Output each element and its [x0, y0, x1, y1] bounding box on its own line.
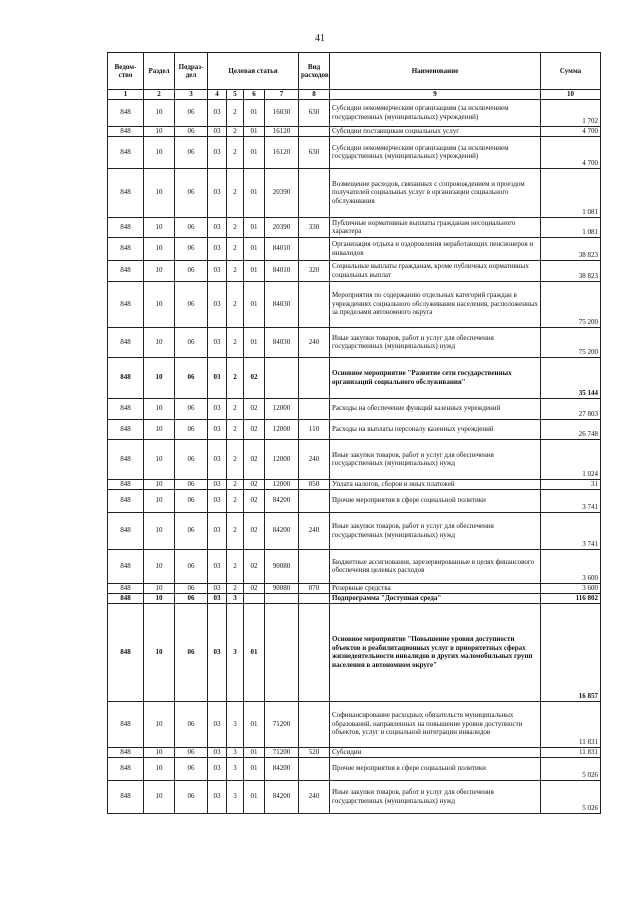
cell-subprogram: 2 [227, 327, 244, 357]
header-sum: Сумма [541, 53, 601, 90]
cell-subprogram: 2 [227, 281, 244, 327]
cell-program: 03 [208, 126, 227, 136]
cell-event: 01 [244, 99, 265, 126]
cell-direction: 84030 [265, 327, 299, 357]
cell-name: Организация отдыха и оздоровления неработающих пенсионеров и инвалидов [330, 237, 541, 260]
cell-direction: 12000 [265, 439, 299, 479]
col-num: 7 [265, 90, 299, 100]
cell-program: 03 [208, 701, 227, 747]
col-num: 3 [175, 90, 208, 100]
cell-podrazdel: 06 [175, 439, 208, 479]
cell-sum: 3 600 [541, 549, 601, 583]
cell-event: 01 [244, 780, 265, 813]
cell-name: Иные закупки товаров, работ и услуг для обеспечения государственных (муниципальных) нужд [330, 512, 541, 549]
cell-vedomstvo: 848 [108, 217, 144, 237]
cell-vedomstvo: 848 [108, 489, 144, 512]
cell-program: 03 [208, 398, 227, 419]
cell-event: 02 [244, 419, 265, 439]
cell-expense-type [299, 603, 330, 701]
cell-razdel: 10 [144, 780, 175, 813]
cell-vedomstvo: 848 [108, 327, 144, 357]
table-row [108, 489, 601, 512]
cell-subprogram: 2 [227, 168, 244, 217]
cell-event: 02 [244, 549, 265, 583]
cell-direction: 12000 [265, 479, 299, 489]
cell-event: 02 [244, 357, 265, 398]
cell-expense-type: 630 [299, 136, 330, 168]
cell-subprogram: 3 [227, 780, 244, 813]
cell-razdel: 10 [144, 327, 175, 357]
cell-sum: 1 081 [541, 168, 601, 217]
cell-expense-type: 630 [299, 99, 330, 126]
cell-sum: 5 026 [541, 780, 601, 813]
cell-name: Иные закупки товаров, работ и услуг для обеспечения государственных (муниципальных) нужд [330, 439, 541, 479]
cell-expense-type: 240 [299, 439, 330, 479]
cell-razdel: 10 [144, 512, 175, 549]
cell-sum: 75 200 [541, 281, 601, 327]
cell-name: Субсидии некоммерческим организациям (за исключением государственных (муниципальных) учреждений) [330, 136, 541, 168]
cell-expense-type: 330 [299, 217, 330, 237]
table-row [108, 512, 601, 549]
budget-table [107, 52, 601, 814]
cell-event: 02 [244, 398, 265, 419]
cell-razdel: 10 [144, 757, 175, 780]
cell-podrazdel: 06 [175, 217, 208, 237]
cell-razdel: 10 [144, 593, 175, 603]
cell-name: Софинансирование расходных обязательств муниципальных образований, направленных на повышение уровня доступности объектов, услуг и социальной интеграции инвалидов [330, 701, 541, 747]
header-target-article: Целевая статья [208, 53, 299, 90]
cell-vedomstvo: 848 [108, 747, 144, 757]
cell-vedomstvo: 848 [108, 583, 144, 593]
cell-program: 03 [208, 747, 227, 757]
table-row [108, 701, 601, 747]
cell-razdel: 10 [144, 489, 175, 512]
cell-name: Субсидии поставщикам социальных услуг [330, 126, 541, 136]
cell-sum: 35 144 [541, 357, 601, 398]
cell-direction: 16120 [265, 136, 299, 168]
cell-direction [265, 357, 299, 398]
cell-sum: 31 [541, 479, 601, 489]
cell-direction: 16030 [265, 99, 299, 126]
header-name: Наименование [330, 53, 541, 90]
cell-podrazdel: 06 [175, 757, 208, 780]
header-podrazdel: Подраз-дел [175, 53, 208, 90]
cell-sum: 5 026 [541, 757, 601, 780]
cell-expense-type [299, 398, 330, 419]
cell-vedomstvo: 848 [108, 237, 144, 260]
cell-direction: 20390 [265, 217, 299, 237]
cell-expense-type: 320 [299, 260, 330, 281]
cell-subprogram: 2 [227, 512, 244, 549]
cell-event: 01 [244, 701, 265, 747]
cell-sum: 3 741 [541, 512, 601, 549]
cell-razdel: 10 [144, 549, 175, 583]
cell-vedomstvo: 848 [108, 398, 144, 419]
cell-vedomstvo: 848 [108, 419, 144, 439]
cell-name: Подпрограмма "Доступная среда" [330, 593, 541, 603]
cell-event: 01 [244, 327, 265, 357]
cell-name: Иные закупки товаров, работ и услуг для обеспечения государственных (муниципальных) нужд [330, 327, 541, 357]
cell-name: Основное мероприятие "Повышение уровня доступности объектов и реабилитационных услуг в приоритетных сферах жизнедеятельности инвалидов и других маломобильных групп населения в автономном округе" [330, 603, 541, 701]
cell-sum: 3 600 [541, 583, 601, 593]
cell-expense-type [299, 168, 330, 217]
cell-sum: 11 831 [541, 701, 601, 747]
col-num: 1 [108, 90, 144, 100]
cell-subprogram: 3 [227, 593, 244, 603]
cell-podrazdel: 06 [175, 780, 208, 813]
cell-podrazdel: 06 [175, 281, 208, 327]
cell-direction: 90080 [265, 583, 299, 593]
cell-name: Субсидии некоммерческим организациям (за исключением государственных (муниципальных) учреждений) [330, 99, 541, 126]
cell-direction: 84030 [265, 281, 299, 327]
col-num: 4 [208, 90, 227, 100]
table-row [108, 479, 601, 489]
cell-subprogram: 3 [227, 757, 244, 780]
cell-program: 03 [208, 512, 227, 549]
cell-razdel: 10 [144, 479, 175, 489]
cell-name: Прочие мероприятия в сфере социальной политики [330, 757, 541, 780]
cell-name: Расходы на обеспечение функций казенных учреждений [330, 398, 541, 419]
cell-direction: 84200 [265, 489, 299, 512]
cell-program: 03 [208, 549, 227, 583]
cell-vedomstvo: 848 [108, 757, 144, 780]
cell-expense-type [299, 549, 330, 583]
cell-program: 03 [208, 217, 227, 237]
cell-direction: 84200 [265, 512, 299, 549]
cell-name: Прочие мероприятия в сфере социальной политики [330, 489, 541, 512]
cell-razdel: 10 [144, 398, 175, 419]
cell-expense-type [299, 593, 330, 603]
cell-event: 01 [244, 757, 265, 780]
cell-program: 03 [208, 439, 227, 479]
cell-subprogram: 2 [227, 479, 244, 489]
cell-event: 02 [244, 512, 265, 549]
table-row [108, 260, 601, 281]
table-row [108, 593, 601, 603]
cell-subprogram: 2 [227, 398, 244, 419]
cell-program: 03 [208, 136, 227, 168]
cell-expense-type [299, 357, 330, 398]
cell-sum: 4 700 [541, 136, 601, 168]
cell-program: 03 [208, 260, 227, 281]
cell-podrazdel: 06 [175, 549, 208, 583]
cell-subprogram: 2 [227, 126, 244, 136]
col-num: 9 [330, 90, 541, 100]
cell-direction: 12000 [265, 398, 299, 419]
cell-razdel: 10 [144, 747, 175, 757]
table-row [108, 217, 601, 237]
cell-sum: 38 823 [541, 237, 601, 260]
cell-vedomstvo: 848 [108, 357, 144, 398]
cell-direction: 90080 [265, 549, 299, 583]
cell-razdel: 10 [144, 217, 175, 237]
col-num: 8 [299, 90, 330, 100]
cell-event: 01 [244, 260, 265, 281]
cell-program: 03 [208, 603, 227, 701]
cell-subprogram: 2 [227, 99, 244, 126]
cell-direction: 84010 [265, 237, 299, 260]
cell-subprogram: 3 [227, 603, 244, 701]
cell-podrazdel: 06 [175, 237, 208, 260]
cell-podrazdel: 06 [175, 357, 208, 398]
cell-vedomstvo: 848 [108, 780, 144, 813]
cell-direction: 84200 [265, 757, 299, 780]
table-row [108, 603, 601, 701]
cell-expense-type [299, 237, 330, 260]
cell-vedomstvo: 848 [108, 281, 144, 327]
cell-program: 03 [208, 489, 227, 512]
cell-program: 03 [208, 99, 227, 126]
cell-vedomstvo: 848 [108, 603, 144, 701]
col-num: 5 [227, 90, 244, 100]
cell-podrazdel: 06 [175, 99, 208, 126]
cell-podrazdel: 06 [175, 136, 208, 168]
cell-event: 01 [244, 281, 265, 327]
cell-vedomstvo: 848 [108, 549, 144, 583]
cell-podrazdel: 06 [175, 126, 208, 136]
cell-program: 03 [208, 780, 227, 813]
table-row [108, 439, 601, 479]
cell-sum: 11 831 [541, 747, 601, 757]
cell-subprogram: 3 [227, 747, 244, 757]
table-row [108, 757, 601, 780]
cell-subprogram: 2 [227, 583, 244, 593]
table-row [108, 583, 601, 593]
cell-podrazdel: 06 [175, 489, 208, 512]
cell-program: 03 [208, 327, 227, 357]
cell-direction: 71200 [265, 747, 299, 757]
cell-program: 03 [208, 583, 227, 593]
cell-expense-type [299, 126, 330, 136]
cell-sum: 75 200 [541, 327, 601, 357]
cell-direction [265, 593, 299, 603]
table-row [108, 136, 601, 168]
cell-name: Основное мероприятие "Развитие сети государственных организаций социального обслуживания" [330, 357, 541, 398]
cell-event: 01 [244, 237, 265, 260]
cell-name: Бюджетные ассигнования, зарезервированные в целях финансового обеспечения целевых расходов [330, 549, 541, 583]
cell-program: 03 [208, 757, 227, 780]
cell-expense-type: 850 [299, 479, 330, 489]
cell-razdel: 10 [144, 701, 175, 747]
cell-sum: 3 741 [541, 489, 601, 512]
table-body [108, 99, 601, 813]
cell-expense-type [299, 489, 330, 512]
header-vedomstvo: Ведом-ство [108, 53, 144, 90]
cell-podrazdel: 06 [175, 168, 208, 217]
cell-razdel: 10 [144, 260, 175, 281]
cell-event [244, 593, 265, 603]
col-num: 10 [541, 90, 601, 100]
cell-program: 03 [208, 593, 227, 603]
cell-name: Резервные средства [330, 583, 541, 593]
cell-razdel: 10 [144, 603, 175, 701]
cell-vedomstvo: 848 [108, 512, 144, 549]
cell-direction: 84010 [265, 260, 299, 281]
cell-sum: 1 024 [541, 439, 601, 479]
cell-event: 01 [244, 126, 265, 136]
cell-subprogram: 2 [227, 549, 244, 583]
table-row [108, 126, 601, 136]
cell-razdel: 10 [144, 237, 175, 260]
cell-event: 01 [244, 747, 265, 757]
cell-podrazdel: 06 [175, 260, 208, 281]
cell-program: 03 [208, 419, 227, 439]
cell-sum: 27 803 [541, 398, 601, 419]
cell-sum: 16 857 [541, 603, 601, 701]
cell-sum: 26 748 [541, 419, 601, 439]
cell-direction [265, 603, 299, 701]
cell-vedomstvo: 848 [108, 99, 144, 126]
cell-event: 02 [244, 583, 265, 593]
cell-name: Расходы на выплаты персоналу казенных учреждений [330, 419, 541, 439]
cell-razdel: 10 [144, 583, 175, 593]
cell-program: 03 [208, 479, 227, 489]
cell-expense-type [299, 757, 330, 780]
cell-subprogram: 2 [227, 217, 244, 237]
cell-sum: 1 702 [541, 99, 601, 126]
table-row [108, 99, 601, 126]
cell-event: 01 [244, 168, 265, 217]
cell-event: 01 [244, 603, 265, 701]
cell-razdel: 10 [144, 419, 175, 439]
table-row [108, 168, 601, 217]
cell-event: 02 [244, 439, 265, 479]
cell-razdel: 10 [144, 357, 175, 398]
cell-subprogram: 2 [227, 419, 244, 439]
cell-podrazdel: 06 [175, 747, 208, 757]
cell-name: Публичные нормативные выплаты гражданам несоциального характера [330, 217, 541, 237]
cell-podrazdel: 06 [175, 583, 208, 593]
cell-razdel: 10 [144, 126, 175, 136]
cell-name: Уплата налогов, сборов и иных платежей [330, 479, 541, 489]
cell-expense-type: 240 [299, 780, 330, 813]
cell-razdel: 10 [144, 439, 175, 479]
cell-subprogram: 2 [227, 489, 244, 512]
cell-podrazdel: 06 [175, 603, 208, 701]
cell-expense-type: 110 [299, 419, 330, 439]
cell-razdel: 10 [144, 136, 175, 168]
cell-name: Иные закупки товаров, работ и услуг для обеспечения государственных (муниципальных) нужд [330, 780, 541, 813]
cell-vedomstvo: 848 [108, 439, 144, 479]
cell-sum: 38 823 [541, 260, 601, 281]
cell-direction: 71200 [265, 701, 299, 747]
cell-sum: 116 802 [541, 593, 601, 603]
cell-name: Субсидии [330, 747, 541, 757]
cell-razdel: 10 [144, 281, 175, 327]
table-row [108, 398, 601, 419]
col-num: 6 [244, 90, 265, 100]
cell-vedomstvo: 848 [108, 479, 144, 489]
cell-expense-type: 870 [299, 583, 330, 593]
col-num: 2 [144, 90, 175, 100]
cell-subprogram: 2 [227, 439, 244, 479]
cell-direction: 84200 [265, 780, 299, 813]
cell-event: 02 [244, 479, 265, 489]
cell-program: 03 [208, 168, 227, 217]
cell-subprogram: 2 [227, 357, 244, 398]
cell-sum: 1 081 [541, 217, 601, 237]
cell-direction: 12000 [265, 419, 299, 439]
cell-subprogram: 2 [227, 136, 244, 168]
table-row [108, 419, 601, 439]
cell-program: 03 [208, 357, 227, 398]
cell-expense-type: 240 [299, 512, 330, 549]
table-row [108, 237, 601, 260]
cell-subprogram: 3 [227, 701, 244, 747]
cell-name: Социальные выплаты гражданам, кроме публичных нормативных социальных выплат [330, 260, 541, 281]
cell-vedomstvo: 848 [108, 168, 144, 217]
cell-name: Возмещение расходов, связанных с сопровождением и проездом получателей социальных услуг в организации социального обслуживания [330, 168, 541, 217]
cell-event: 02 [244, 489, 265, 512]
cell-direction: 16120 [265, 126, 299, 136]
cell-program: 03 [208, 237, 227, 260]
cell-razdel: 10 [144, 168, 175, 217]
cell-expense-type [299, 281, 330, 327]
cell-name: Мероприятия по содержанию отдельных категорий граждан в учреждениях социального обслуживания населения, расположенных за пределами автономного округа [330, 281, 541, 327]
cell-subprogram: 2 [227, 260, 244, 281]
cell-podrazdel: 06 [175, 593, 208, 603]
table-row [108, 549, 601, 583]
cell-vedomstvo: 848 [108, 260, 144, 281]
header-razdel: Раздел [144, 53, 175, 90]
table-row [108, 281, 601, 327]
cell-vedomstvo: 848 [108, 701, 144, 747]
page-number: 41 [315, 33, 325, 44]
cell-vedomstvo: 848 [108, 593, 144, 603]
cell-program: 03 [208, 281, 227, 327]
cell-event: 01 [244, 217, 265, 237]
cell-sum: 4 700 [541, 126, 601, 136]
header-expense-type: Вид расходов [299, 53, 330, 90]
table-row [108, 780, 601, 813]
cell-expense-type: 240 [299, 327, 330, 357]
cell-direction: 20390 [265, 168, 299, 217]
cell-vedomstvo: 848 [108, 136, 144, 168]
cell-expense-type [299, 701, 330, 747]
cell-expense-type: 520 [299, 747, 330, 757]
cell-event: 01 [244, 136, 265, 168]
cell-podrazdel: 06 [175, 327, 208, 357]
cell-subprogram: 2 [227, 237, 244, 260]
cell-podrazdel: 06 [175, 398, 208, 419]
cell-podrazdel: 06 [175, 512, 208, 549]
cell-vedomstvo: 848 [108, 126, 144, 136]
table-row [108, 747, 601, 757]
column-number-row [108, 90, 601, 100]
cell-podrazdel: 06 [175, 479, 208, 489]
table-row [108, 327, 601, 357]
cell-podrazdel: 06 [175, 701, 208, 747]
cell-razdel: 10 [144, 99, 175, 126]
table-row [108, 357, 601, 398]
cell-podrazdel: 06 [175, 419, 208, 439]
